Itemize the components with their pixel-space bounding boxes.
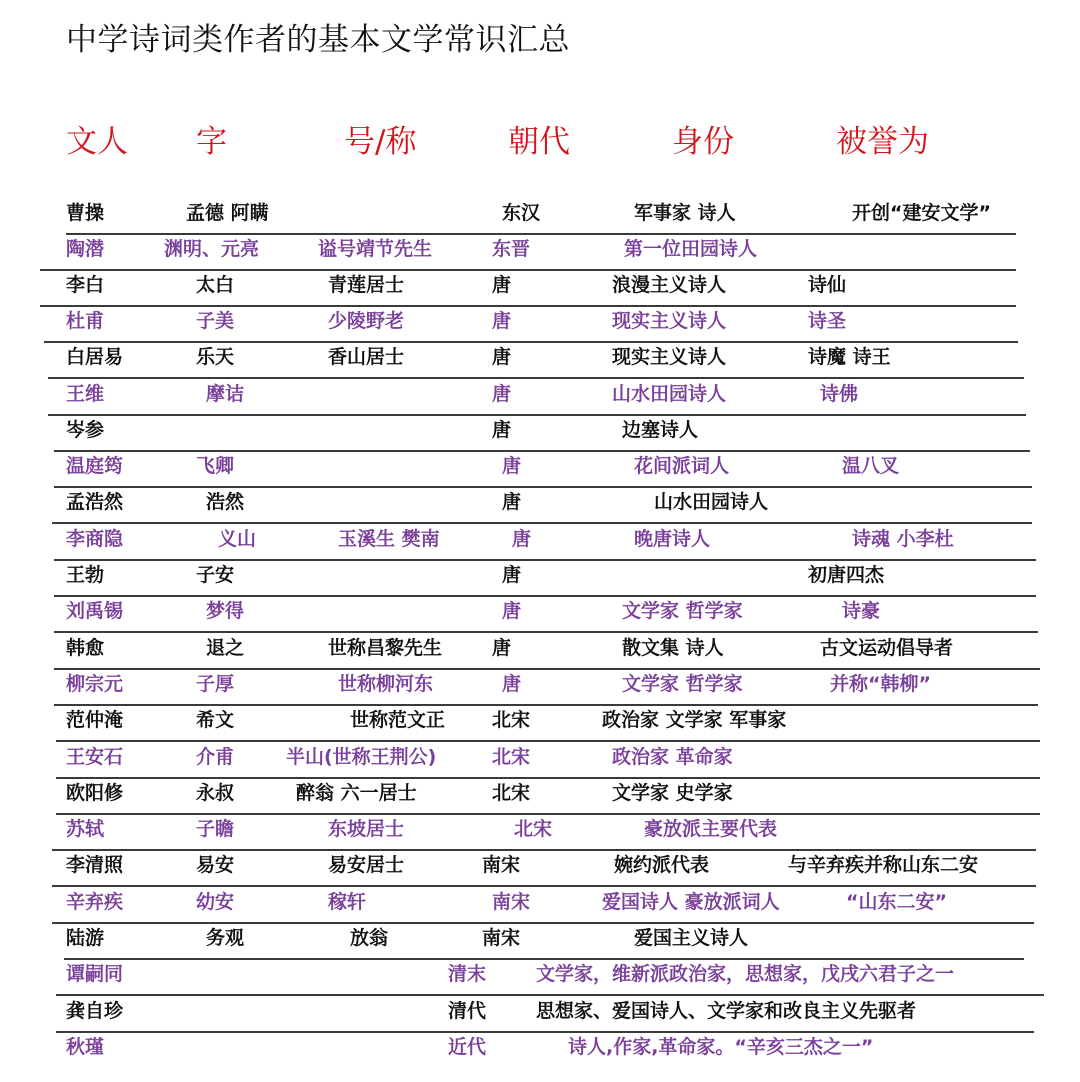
cell-dynasty: 东晋 bbox=[492, 238, 531, 260]
cell-honorific: 与辛弃疾并称山东二安 bbox=[788, 854, 979, 876]
cell-identity: 文学家 哲学家 bbox=[622, 600, 743, 622]
header-pseudonym: 号/称 bbox=[344, 124, 417, 160]
cell-courtesy-name: 浩然 bbox=[206, 491, 245, 513]
header-courtesy-name: 字 bbox=[196, 124, 227, 160]
cell-courtesy-name: 子美 bbox=[196, 310, 235, 332]
table-row bbox=[0, 956, 1080, 992]
cell-pseudonym: 玉溪生 樊南 bbox=[338, 528, 440, 550]
cell-courtesy-name: 易安 bbox=[196, 854, 235, 876]
table-row bbox=[0, 739, 1080, 775]
table-row bbox=[0, 847, 1080, 883]
cell-dynasty: 清末 bbox=[448, 963, 487, 985]
cell-honorific: 诗豪 bbox=[842, 600, 881, 622]
table-row bbox=[0, 920, 1080, 956]
cell-dynasty: 北宋 bbox=[514, 818, 553, 840]
cell-identity: 文学家 史学家 bbox=[612, 782, 733, 804]
cell-author: 陆游 bbox=[66, 927, 105, 949]
cell-identity: 政治家 革命家 bbox=[612, 746, 733, 768]
cell-author: 杜甫 bbox=[66, 310, 105, 332]
cell-pseudonym: 香山居士 bbox=[328, 346, 405, 368]
cell-dynasty: 东汉 bbox=[502, 202, 541, 224]
cell-identity: 爱国主义诗人 bbox=[634, 927, 749, 949]
cell-identity: 文学家 哲学家 bbox=[622, 673, 743, 695]
cell-author: 苏轼 bbox=[66, 818, 105, 840]
cell-author: 陶潜 bbox=[66, 238, 105, 260]
cell-courtesy-name: 子瞻 bbox=[196, 818, 235, 840]
cell-identity: 花间派词人 bbox=[634, 455, 730, 477]
cell-author: 李清照 bbox=[66, 854, 124, 876]
cell-courtesy-name: 渊明、元亮 bbox=[164, 238, 260, 260]
table-row bbox=[0, 702, 1080, 738]
cell-pseudonym: 醉翁 六一居士 bbox=[296, 782, 417, 804]
cell-pseudonym: 东坡居士 bbox=[328, 818, 405, 840]
cell-pseudonym: 世称昌黎先生 bbox=[328, 637, 443, 659]
table-row bbox=[0, 376, 1080, 412]
cell-pseudonym: 稼轩 bbox=[328, 891, 367, 913]
cell-dynasty: 南宋 bbox=[492, 891, 531, 913]
cell-dynasty: 唐 bbox=[492, 419, 512, 441]
cell-honorific: 诗佛 bbox=[820, 383, 859, 405]
header-identity: 身份 bbox=[672, 124, 734, 160]
table-row bbox=[0, 775, 1080, 811]
cell-courtesy-name: 永叔 bbox=[196, 782, 235, 804]
cell-courtesy-name: 梦得 bbox=[206, 600, 245, 622]
cell-pseudonym: 青莲居士 bbox=[328, 274, 405, 296]
table-row bbox=[0, 303, 1080, 339]
cell-pseudonym: 放翁 bbox=[350, 927, 389, 949]
cell-courtesy-name: 乐天 bbox=[196, 346, 235, 368]
table-row bbox=[0, 448, 1080, 484]
cell-author: 孟浩然 bbox=[66, 491, 124, 513]
table-row bbox=[0, 811, 1080, 847]
cell-author: 曹操 bbox=[66, 202, 105, 224]
cell-identity: 晚唐诗人 bbox=[634, 528, 711, 550]
cell-dynasty: 唐 bbox=[502, 600, 522, 622]
cell-courtesy-name: 子厚 bbox=[196, 673, 235, 695]
table-row bbox=[0, 666, 1080, 702]
cell-dynasty: 近代 bbox=[448, 1036, 487, 1058]
table-row bbox=[0, 484, 1080, 520]
cell-identity: 山水田园诗人 bbox=[654, 491, 769, 513]
cell-courtesy-name: 幼安 bbox=[196, 891, 235, 913]
cell-author: 龚自珍 bbox=[66, 1000, 124, 1022]
cell-dynasty: 南宋 bbox=[482, 854, 521, 876]
cell-dynasty: 北宋 bbox=[492, 782, 531, 804]
cell-dynasty: 唐 bbox=[492, 346, 512, 368]
cell-dynasty: 唐 bbox=[512, 528, 532, 550]
cell-courtesy-name: 子安 bbox=[196, 564, 235, 586]
cell-pseudonym: 谥号靖节先生 bbox=[318, 238, 433, 260]
cell-dynasty: 唐 bbox=[502, 455, 522, 477]
cell-identity: 诗人,作家,革命家。“辛亥三杰之一” bbox=[568, 1036, 874, 1058]
cell-dynasty: 南宋 bbox=[482, 927, 521, 949]
cell-dynasty: 唐 bbox=[502, 673, 522, 695]
table-row bbox=[0, 593, 1080, 629]
cell-identity: 政治家 文学家 军事家 bbox=[602, 709, 787, 731]
cell-identity: 爱国诗人 豪放派词人 bbox=[602, 891, 780, 913]
table-row bbox=[0, 521, 1080, 557]
cell-identity: 现实主义诗人 bbox=[612, 346, 727, 368]
cell-identity: 婉约派代表 bbox=[614, 854, 710, 876]
table-row bbox=[0, 195, 1080, 231]
cell-author: 温庭筠 bbox=[66, 455, 124, 477]
header-honorific: 被誉为 bbox=[836, 124, 929, 160]
cell-honorific: 并称“韩柳” bbox=[830, 673, 931, 695]
header-dynasty: 朝代 bbox=[508, 124, 570, 160]
page-title: 中学诗词类作者的基本文学常识汇总 bbox=[66, 22, 570, 58]
table-row bbox=[0, 1029, 1080, 1065]
cell-author: 王安石 bbox=[66, 746, 124, 768]
cell-dynasty: 唐 bbox=[492, 637, 512, 659]
cell-identity: 散文集 诗人 bbox=[622, 637, 724, 659]
cell-pseudonym: 易安居士 bbox=[328, 854, 405, 876]
cell-identity: 军事家 诗人 bbox=[634, 202, 736, 224]
cell-honorific: 温八叉 bbox=[842, 455, 900, 477]
cell-identity: 第一位田园诗人 bbox=[624, 238, 758, 260]
cell-identity: 边塞诗人 bbox=[622, 419, 699, 441]
table-row bbox=[0, 231, 1080, 267]
cell-identity: 山水田园诗人 bbox=[612, 383, 727, 405]
cell-pseudonym: 少陵野老 bbox=[328, 310, 405, 332]
cell-pseudonym: 半山(世称王荆公) bbox=[286, 746, 437, 768]
cell-honorific: 诗魔 诗王 bbox=[808, 346, 891, 368]
cell-honorific: 初唐四杰 bbox=[808, 564, 885, 586]
header-author: 文人 bbox=[66, 124, 128, 160]
cell-honorific: 诗魂 小李杜 bbox=[852, 528, 954, 550]
cell-honorific: 开创“建安文学” bbox=[852, 202, 991, 224]
cell-dynasty: 唐 bbox=[502, 564, 522, 586]
cell-dynasty: 唐 bbox=[492, 274, 512, 296]
table-row bbox=[0, 267, 1080, 303]
cell-courtesy-name: 孟德 阿瞒 bbox=[186, 202, 269, 224]
cell-dynasty: 唐 bbox=[492, 310, 512, 332]
cell-author: 辛弃疾 bbox=[66, 891, 124, 913]
cell-author: 王维 bbox=[66, 383, 105, 405]
cell-author: 王勃 bbox=[66, 564, 105, 586]
cell-identity: 文学家，维新派政治家，思想家，戊戌六君子之一 bbox=[536, 963, 955, 985]
cell-courtesy-name: 飞卿 bbox=[196, 455, 235, 477]
cell-dynasty: 清代 bbox=[448, 1000, 487, 1022]
table-row bbox=[0, 339, 1080, 375]
cell-dynasty: 北宋 bbox=[492, 709, 531, 731]
cell-dynasty: 唐 bbox=[502, 491, 522, 513]
cell-author: 秋瑾 bbox=[66, 1036, 105, 1058]
cell-author: 欧阳修 bbox=[66, 782, 124, 804]
table-row bbox=[0, 993, 1080, 1029]
cell-courtesy-name: 义山 bbox=[218, 528, 257, 550]
cell-courtesy-name: 介甫 bbox=[196, 746, 235, 768]
cell-identity: 思想家、爱国诗人、文学家和改良主义先驱者 bbox=[536, 1000, 917, 1022]
cell-author: 谭嗣同 bbox=[66, 963, 124, 985]
cell-identity: 现实主义诗人 bbox=[612, 310, 727, 332]
cell-courtesy-name: 希文 bbox=[196, 709, 235, 731]
cell-author: 范仲淹 bbox=[66, 709, 124, 731]
table-row bbox=[0, 630, 1080, 666]
cell-courtesy-name: 太白 bbox=[196, 274, 235, 296]
cell-honorific: 古文运动倡导者 bbox=[820, 637, 954, 659]
cell-author: 柳宗元 bbox=[66, 673, 124, 695]
cell-honorific: “山东二安” bbox=[846, 891, 947, 913]
cell-honorific: 诗仙 bbox=[808, 274, 847, 296]
cell-author: 李白 bbox=[66, 274, 105, 296]
cell-author: 李商隐 bbox=[66, 528, 124, 550]
table-row bbox=[0, 884, 1080, 920]
table-row bbox=[0, 557, 1080, 593]
cell-author: 白居易 bbox=[66, 346, 124, 368]
cell-pseudonym: 世称柳河东 bbox=[338, 673, 434, 695]
cell-courtesy-name: 退之 bbox=[206, 637, 245, 659]
cell-author: 韩愈 bbox=[66, 637, 105, 659]
cell-identity: 豪放派主要代表 bbox=[644, 818, 778, 840]
cell-dynasty: 北宋 bbox=[492, 746, 531, 768]
table-row bbox=[0, 412, 1080, 448]
cell-author: 岑参 bbox=[66, 419, 105, 441]
cell-dynasty: 唐 bbox=[492, 383, 512, 405]
cell-identity: 浪漫主义诗人 bbox=[612, 274, 727, 296]
cell-courtesy-name: 务观 bbox=[206, 927, 245, 949]
cell-courtesy-name: 摩诘 bbox=[206, 383, 245, 405]
cell-author: 刘禹锡 bbox=[66, 600, 124, 622]
cell-honorific: 诗圣 bbox=[808, 310, 847, 332]
cell-pseudonym: 世称范文正 bbox=[350, 709, 446, 731]
